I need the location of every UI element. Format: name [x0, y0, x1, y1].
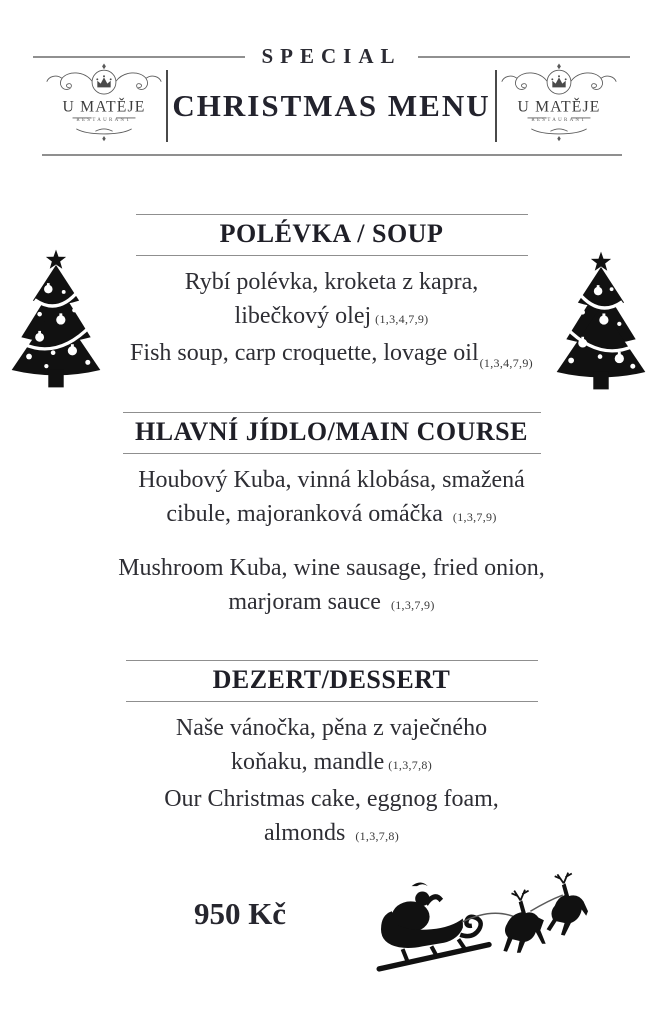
bottom-flourish-loop-icon [550, 129, 567, 131]
logo-name: U MATĚJE [517, 98, 601, 116]
dish-line-en: almonds [263, 820, 346, 846]
dish-dessert [0, 711, 663, 853]
reindeer-icon [547, 873, 588, 936]
allergen-codes: (1,3,7,9) [452, 510, 497, 524]
restaurant-logo-right [497, 60, 621, 152]
menu-price: 950 Kč [193, 896, 287, 931]
dish-main-en [0, 551, 663, 622]
diamond-ornament-icon [102, 64, 106, 70]
section-heading-main-course: HLAVNÍ JÍDLO/MAIN COURSE [123, 412, 541, 454]
dish-line-cz: libečkový olej [234, 303, 372, 329]
dish-main-cz [0, 463, 663, 534]
dish-line-en: Fish soup, carp croquette, lovage oil [130, 340, 479, 366]
dish-line-cz: cibule, majoranková omáčka [166, 501, 443, 527]
diamond-ornament-icon [102, 136, 105, 141]
vertical-divider-left [166, 70, 168, 142]
section-main-course [0, 412, 663, 622]
special-label: SPECIAL [261, 44, 402, 68]
restaurant-logo-left [42, 60, 166, 152]
allergen-codes: (1,3,7,8) [388, 758, 432, 772]
dish-line-cz: Naše vánočka, pěna z vaječného [175, 715, 488, 741]
bottom-flourish-icon [531, 129, 586, 134]
menu-title: CHRISTMAS MENU [172, 88, 491, 123]
logo-subtitle: RESTAURANT [531, 118, 587, 124]
antlers-icon [555, 873, 572, 884]
diamond-ornament-icon [557, 64, 561, 70]
logo-emblem [42, 60, 166, 152]
flourish-left-icon [515, 73, 547, 89]
dish-soup [0, 265, 663, 380]
dish-line-cz: Rybí polévka, kroketa z kapra, [184, 269, 479, 295]
section-heading-dessert: DEZERT/DESSERT [126, 660, 538, 702]
allergen-codes: (1,3,4,7,9) [375, 312, 429, 326]
allergen-codes: (1,3,7,8) [355, 829, 400, 843]
flourish-right-icon [571, 73, 603, 89]
allergen-codes: (1,3,4,7,9) [479, 356, 533, 370]
logo-subtitle: RESTAURANT [76, 118, 132, 124]
crown-icon [552, 77, 565, 87]
diamond-ornament-icon [557, 136, 560, 141]
bottom-flourish-icon [76, 129, 131, 134]
logo-name: U MATĚJE [62, 98, 146, 116]
flourish-left-tail-icon [47, 76, 62, 82]
antlers-icon [512, 890, 529, 901]
flourish-left-icon [60, 73, 92, 89]
allergen-codes: (1,3,7,9) [390, 598, 435, 612]
flourish-right-tail-icon [146, 76, 161, 82]
dish-line-cz: koňaku, mandle [231, 749, 385, 775]
santa-hat-icon [412, 883, 428, 887]
flourish-right-icon [116, 73, 148, 89]
flourish-left-tail-icon [502, 76, 517, 82]
header-divider [42, 154, 622, 156]
section-heading-soup: POLÉVKA / SOUP [136, 214, 528, 256]
brand-row [42, 58, 621, 154]
santa-sleigh-reindeer-icon [372, 852, 588, 994]
dish-line-en: Our Christmas cake, eggnog foam, [164, 786, 499, 812]
dish-line-en: marjoram sauce [228, 589, 381, 615]
section-soup [0, 214, 663, 380]
crown-icon [97, 77, 110, 87]
reindeer-icon [503, 890, 545, 953]
bottom-flourish-loop-icon [95, 129, 112, 131]
flourish-right-tail-icon [601, 76, 616, 82]
section-dessert [0, 660, 663, 853]
logo-emblem [497, 60, 621, 152]
dish-line-cz: Houbový Kuba, vinná klobása, smažená [138, 467, 525, 493]
sleigh-curl [460, 917, 481, 936]
dish-line-en: Mushroom Kuba, wine sausage, fried onion, [118, 555, 545, 581]
